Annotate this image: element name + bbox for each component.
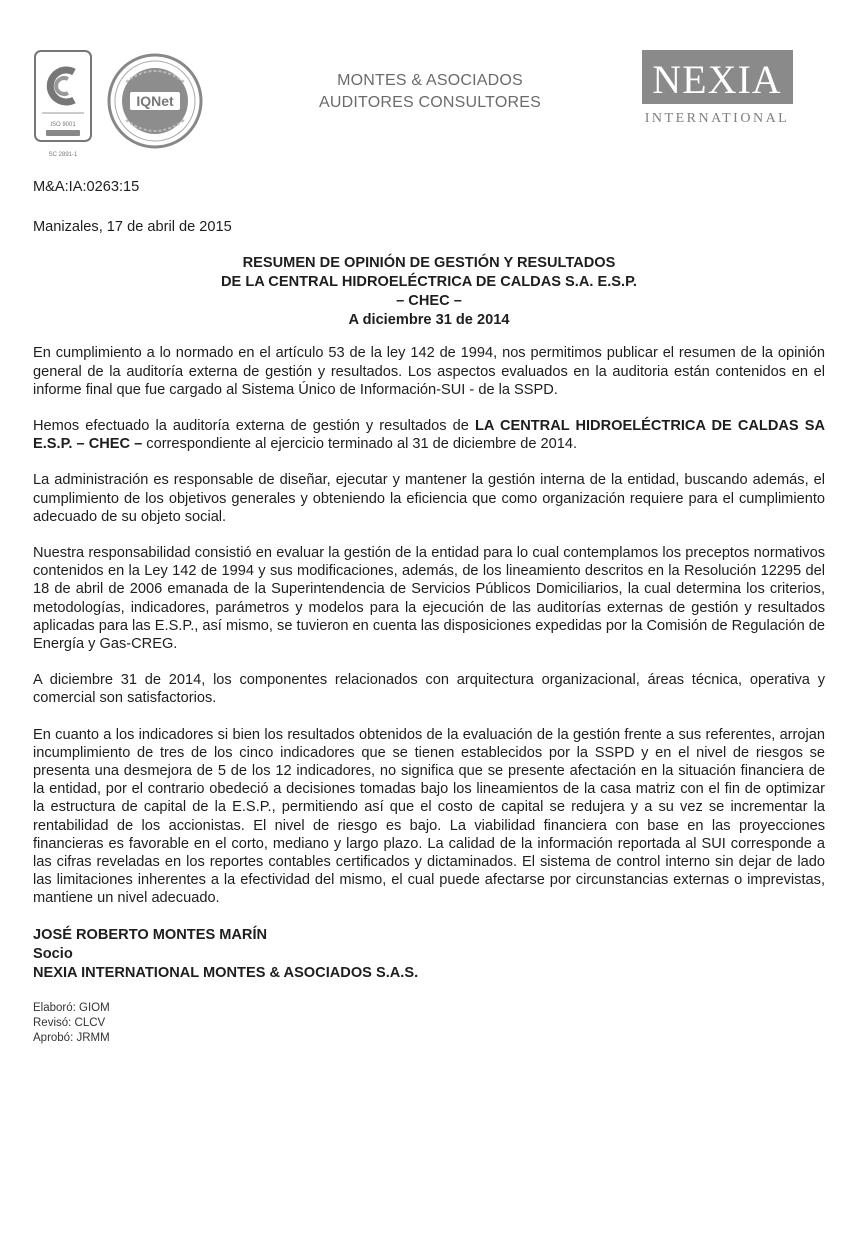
firm-tagline-line: AUDITORES CONSULTORES (318, 94, 542, 111)
firm-name-block (300, 70, 560, 114)
paragraph-auditor-responsibility: Nuestra responsabilidad consistió en evaluar la gestión de la entidad para lo cual contemplamos los preceptos normativos contenidos en la Ley 142 de 1994 y sus modificaciones, además, de los lineamiento descritos en la Resolución 12295 del 18 de abril de 2006 emanada de la Superintendencia de Servicios Públicos Domiciliarios, la cual determina los criterios, metodologías, indicadores, parámetros y modelos para la ejecución de las auditorías externas de gestión y resultados aplicadas para las E.S.P., así mismo, se tuvieron en cuenta las disposiciones expedidas por la Comisión de Regulación de Energía y Gas-CREG. (33, 545, 825, 653)
paragraph-components: A diciembre 31 de 2014, los componentes relacionados con arquitectura organizacional, áreas técnica, operativa y comercial son satisfactorios. (33, 672, 825, 707)
title-line: RESUMEN DE OPINIÓN DE GESTIÓN Y RESULTADOS (242, 255, 616, 272)
sc-code-label: SC 2891-1 (48, 152, 78, 158)
document-title (33, 254, 825, 330)
paragraph-indicators: En cuanto a los indicadores si bien los resultados obtenidos de la evaluación de la gestión frente a sus referentes, arrojan incumplimiento de tres de los cinco indicadores que se tienen establecidos por la SSPD y en el nivel de riesgos se presenta una desmejora de 5 de los 12 indicadores, no significa que se presente afectación en la situación financiera de la entidad, por el contrario obedeció a decisiones tomadas bajo los lineamientos de la casa matriz con el fin de optimizar la estructura de capital de la E.S.P., permitiendo así que el costo de capital se redujera y a su vez se incrementar la rentabilidad de los accionistas. El nivel de riesgo es bajo. La viabilidad financiera con base en las proyecciones financieras es favorable en el corto, mediano y largo plazo. La calidad de la información reportada al SUI corresponde a las cifras reveladas en los reportes contables certificados y dictaminados. El sistema de control interno sin dejar de lado las limitaciones inherentes a la efectividad del mismo, el cual puede afectarse por circunstancias externas o imprevistas, mantiene un nivel adecuado. (33, 726, 825, 907)
iqnet-seal-logo (106, 52, 204, 150)
place-and-date: Manizales, 17 de abril de 2015 (33, 219, 232, 236)
international-wordmark: INTERNATIONAL (644, 111, 790, 126)
document-initials (33, 1001, 825, 1046)
signature-block (33, 926, 825, 983)
title-line: A diciembre 31 de 2014 (348, 312, 510, 329)
paragraph-intro: En cumplimiento a lo normado en el artículo 53 de la ley 142 de 1994, nos permitimos publicar el resumen de la opinión general de la auditoría externa de gestión y resultados. Los aspectos evaluados en la auditoria están contenidos en el informe final que fue cargado al Sistema Único de Información-SUI - de la SSPD. (33, 345, 825, 398)
title-line: DE LA CENTRAL HIDROELÉCTRICA DE CALDAS S.A. E.S.P. (221, 274, 637, 291)
letter-body (33, 178, 825, 1046)
signer-role: Socio (33, 945, 73, 962)
title-line: – CHEC – (396, 293, 462, 310)
nexia-international-logo (640, 48, 795, 126)
iqnet-label: IQNet (136, 93, 174, 109)
nexia-wordmark: NEXIA (652, 57, 782, 102)
signer-firm: NEXIA INTERNATIONAL MONTES & ASOCIADOS S.A.S. (33, 964, 419, 981)
initials-approved: Aprobó: JRMM (33, 1031, 110, 1044)
icontec-certification-logo (34, 50, 92, 162)
document-reference: M&A:IA:0263:15 (33, 179, 140, 195)
initials-prepared: Elaboró: GIOM (33, 1001, 110, 1014)
entity-name-bold: LA CENTRAL HIDROELÉCTRICA DE CALDAS SA E.S.P. – CHEC – (33, 418, 826, 453)
firm-name-line: MONTES & ASOCIADOS (337, 72, 523, 89)
iso-code-label: ISO 9001 (50, 122, 76, 128)
paragraph-scope-start: Hemos efectuado la auditoría externa de gestión y resultados de (33, 418, 475, 435)
signer-name: JOSÉ ROBERTO MONTES MARÍN (33, 926, 268, 943)
letterhead (0, 0, 850, 170)
paragraph-scope (33, 417, 825, 453)
paragraph-management-responsibility: La administración es responsable de diseñar, ejecutar y mantener la gestión interna de la entidad, buscando además, el cumplimiento de los objetivos generales y obteniendo la eficiencia que como organización requiere para el cumplimiento adecuado de su objeto social. (33, 472, 825, 525)
initials-reviewed: Revisó: CLCV (33, 1016, 106, 1029)
paragraph-scope-end: correspondiente al ejercicio terminado al 31 de diciembre de 2014. (142, 436, 578, 453)
